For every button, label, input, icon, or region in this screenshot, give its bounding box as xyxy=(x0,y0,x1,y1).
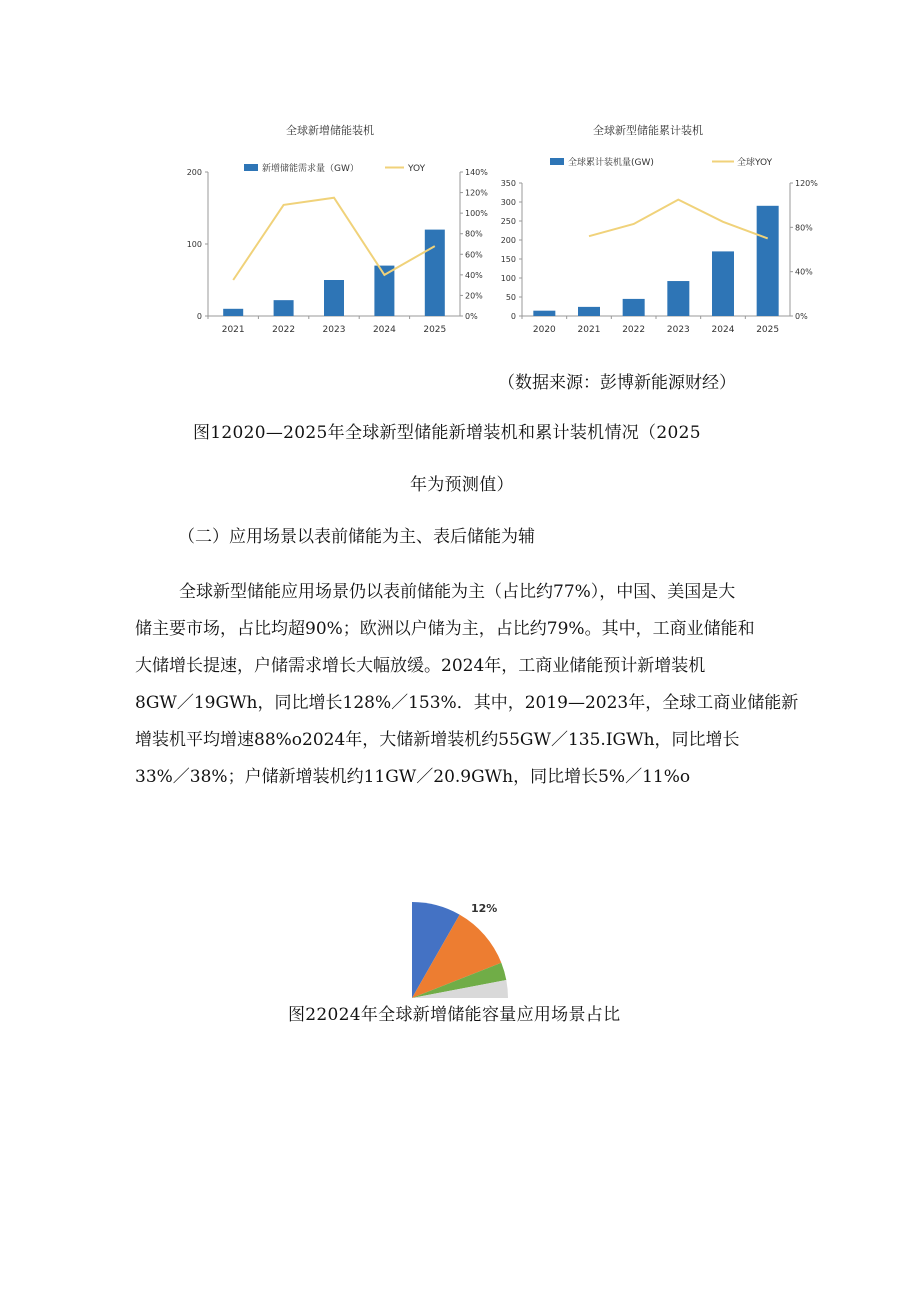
cumulative-installed-bar xyxy=(578,307,600,316)
cumulative-installed-bar xyxy=(533,311,555,316)
legend-bar-swatch xyxy=(244,164,258,171)
cumulative-installed-bar xyxy=(667,281,689,316)
y-right-tick-label: 80% xyxy=(795,223,813,233)
chart-title: 全球新型储能累计装机 xyxy=(593,124,703,137)
legend-bar-label: 新增储能需求量（GW） xyxy=(262,164,359,174)
new-installed-yoy-line xyxy=(233,198,435,280)
y-right-tick-label: 40% xyxy=(795,267,813,277)
chart-title: 全球新增储能装机 xyxy=(286,124,374,137)
legend-bar-swatch xyxy=(550,158,564,165)
cumulative-installed-bar xyxy=(712,251,734,316)
y-right-tick-label: 0% xyxy=(465,312,478,321)
new-installed-bar xyxy=(274,300,294,316)
paragraph-line: 全球新型储能应用场景仍以表前储能为主（占比约77%），中国、美国是大 xyxy=(179,582,736,602)
y-left-tick-label: 100 xyxy=(186,240,202,249)
y-left-tick-label: 0 xyxy=(510,312,516,321)
figure-2-caption: 图22024年全球新增储能容量应用场景占比 xyxy=(288,1005,621,1025)
y-right-tick-label: 80% xyxy=(465,229,483,239)
y-right-tick-label: 40% xyxy=(465,270,483,280)
y-right-tick-label: 120% xyxy=(795,179,818,188)
chart-new-installations xyxy=(160,118,500,350)
cumulative-installed-bar xyxy=(623,299,645,316)
x-tick-label: 2024 xyxy=(372,325,396,335)
new-installed-bar xyxy=(324,280,344,316)
section-heading: （二）应用场景以表前储能为主、表后储能为辅 xyxy=(178,527,535,547)
x-tick-label: 2025 xyxy=(756,325,780,335)
y-right-tick-label: 20% xyxy=(465,291,483,301)
pie-chart-application-share xyxy=(405,895,515,1005)
figure-1-caption-line-2: 年为预测值） xyxy=(410,475,514,495)
y-left-tick-label: 300 xyxy=(500,198,516,207)
pie-chart-svg xyxy=(405,895,515,1005)
chart-cumulative-installations-svg xyxy=(500,118,818,350)
y-left-tick-label: 100 xyxy=(500,274,516,283)
x-tick-label: 2020 xyxy=(532,325,556,335)
x-tick-label: 2022 xyxy=(272,325,296,335)
paragraph-line: 8GW／19GWh，同比增长128%／153%．其中，2019—2023年，全球工商业储能新 xyxy=(135,693,799,713)
y-right-tick-label: 100% xyxy=(465,209,488,219)
x-tick-label: 2023 xyxy=(322,325,346,335)
x-tick-label: 2021 xyxy=(221,325,245,335)
new-installed-bar xyxy=(223,309,243,316)
paragraph-line: 大储增长提速，户储需求增长大幅放缓。2024年，工商业储能预计新增装机 xyxy=(135,656,706,676)
legend-line-label: YOY xyxy=(408,164,426,174)
chart-new-installations-svg xyxy=(160,118,500,350)
y-left-tick-label: 350 xyxy=(500,179,516,188)
x-tick-label: 2022 xyxy=(622,325,646,335)
figure-1-caption-line-1: 图12020—2025年全球新型储能新增装机和累计装机情况（2025 xyxy=(193,423,701,443)
chart-cumulative-installations xyxy=(500,118,818,350)
y-right-tick-label: 60% xyxy=(465,250,483,260)
new-installed-bar xyxy=(425,230,445,316)
y-left-tick-label: 50 xyxy=(505,293,516,302)
x-tick-label: 2023 xyxy=(666,325,690,335)
cumulative-installed-yoy-line xyxy=(589,200,768,239)
body-paragraph xyxy=(135,574,805,796)
x-tick-label: 2024 xyxy=(711,325,735,335)
cumulative-installed-bar xyxy=(757,206,779,316)
y-left-tick-label: 200 xyxy=(186,168,202,177)
data-source-note: （数据来源：彭博新能源财经） xyxy=(498,373,736,393)
x-tick-label: 2025 xyxy=(423,325,447,335)
y-right-tick-label: 140% xyxy=(465,168,488,177)
y-right-tick-label: 120% xyxy=(465,188,488,198)
paragraph-line: 储主要市场，占比均超90%；欧洲以户储为主，占比约79%。其中，工商业储能和 xyxy=(135,619,755,639)
legend-line-label: 全球YOY xyxy=(737,158,773,168)
y-left-tick-label: 250 xyxy=(500,217,516,226)
legend-bar-label: 全球累计装机量(GW) xyxy=(568,158,654,168)
y-left-tick-label: 0 xyxy=(196,312,202,321)
paragraph-line: 增装机平均增速88%o2024年，大储新增装机约55GW／135.IGWh，同比增长 xyxy=(135,730,740,750)
y-left-tick-label: 150 xyxy=(500,255,516,264)
x-tick-label: 2021 xyxy=(577,325,601,335)
pie-slice-label: 12% xyxy=(471,902,498,915)
y-left-tick-label: 200 xyxy=(500,236,516,245)
y-right-tick-label: 0% xyxy=(795,312,808,321)
paragraph-line: 33%／38%；户储新增装机约11GW／20.9GWh，同比增长5%／11%o xyxy=(135,767,691,787)
